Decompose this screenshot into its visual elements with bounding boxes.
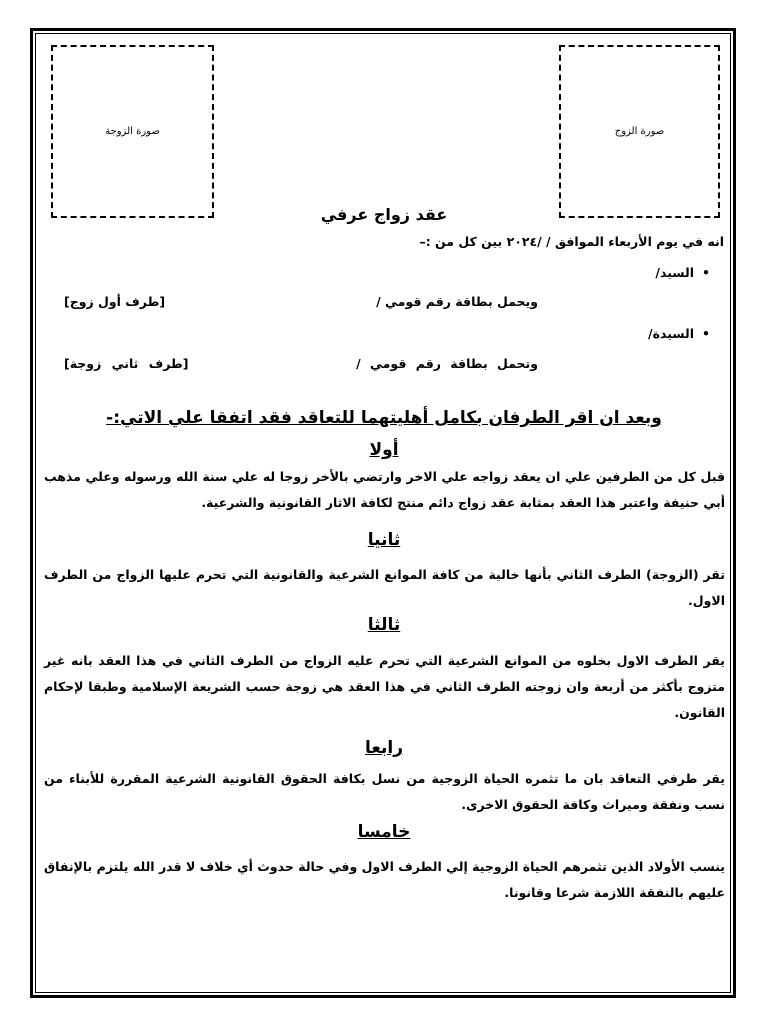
section-text: ينسب الأولاد الذين تثمرهم الحياة الزوجية إلي الطرف الاول وفي حالة حدوث أي خلاف لا قدر الله يلتزم بالإنفاق عليهم بالنفقة اللازمة شرعا وقانونا. (44, 859, 725, 900)
document-title: عقد زواج عرفي (320, 205, 448, 224)
agreement-heading: وبعد ان اقر الطرفان بكامل أهليتهما للتعاقد فقد اتفقا علي الاتي:- (106, 408, 662, 428)
party2-name-label: • السيدة/ (648, 326, 710, 341)
wife-photo-label: صورة الزوجة (105, 126, 160, 137)
section-text: يقر طرفي التعاقد بان ما تثمره الحياة الزوجية من نسل بكافة الحقوق القانونية الشرعية المقررة للأبناء من نسب ونفقة وميراث وكافة الحقوق الاخرى. (44, 771, 725, 812)
section-text: يقر الطرف الاول بخلوه من الموانع الشرعية التي تحرم عليه الزواج من الطرف الثاني في هذا العقد بانه غير متزوج بأكثر من أربعة وان زوجته الطرف الثاني في هذا العقد هي زوجة حسب الشريعة الإسلامية وطبقا لإحكام القانون. (44, 653, 725, 720)
wife-photo-box (51, 45, 214, 218)
party1-name-label: • السيد/ (655, 265, 710, 280)
party1-id-label: ويحمل بطاقة رقم قومي / (376, 294, 538, 309)
intro-line: انه في يوم الأربعاء الموافق / /٢٠٢٤ بين كل من :– (419, 234, 724, 249)
section-heading: ثانيا (367, 530, 401, 550)
section-heading: رابعا (365, 738, 403, 758)
section-heading: أولا (369, 440, 399, 460)
section-text: تقر (الزوجة) الطرف الثاني بأنها خالية من كافة الموانع الشرعية والقانونية التي تحرم عليها الزواج من الطرف الاول. (44, 567, 725, 608)
husband-photo-box (559, 45, 720, 218)
section-heading: خامسا (357, 822, 411, 842)
husband-photo-label: صورة الزوج (614, 126, 665, 137)
party2-id-label: وتحمل بطاقة رقم قومي / (356, 356, 538, 371)
party1-tag: [طرف أول زوج] (64, 294, 166, 309)
section-text: قبل كل من الطرفين علي ان يعقد زواجه علي الاخر وارتضي بالأخر زوجا له علي سنة الله ورسوله وعلي مذهب أبي حنيفة واعتبر هذا العقد بمثابة عقد زواج دائم منتج لكافة الاثار القانونية والشرعية. (44, 469, 725, 510)
party2-tag: [طرف ثاني زوجة] (64, 356, 189, 371)
section-heading: ثالثا (367, 615, 401, 635)
